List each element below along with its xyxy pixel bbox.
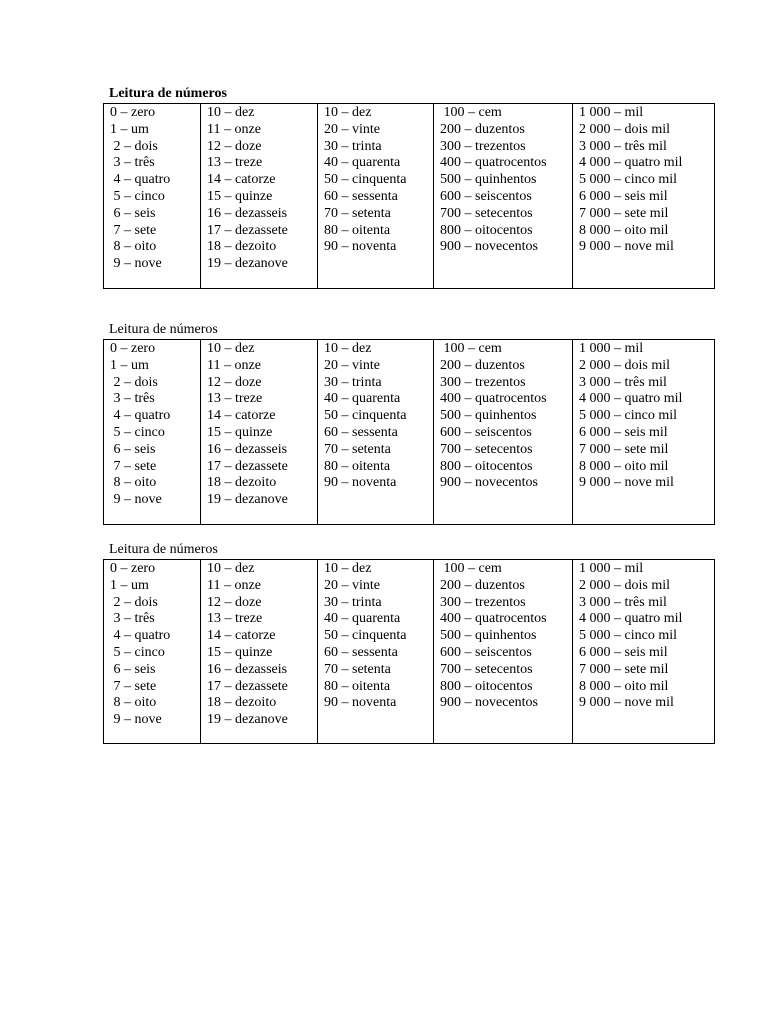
number-entry: 8 – oito [110,475,157,491]
teens-column [201,104,318,289]
number-entry: 50 – cinquenta [324,408,407,424]
units-column [104,340,201,525]
number-entry: 17 – dezassete [207,222,288,238]
number-entry: 12 – doze [207,138,262,154]
number-entry: 2 000 – dois mil [579,357,671,373]
number-entry: 15 – quinze [207,644,273,660]
number-entry: 500 – quinhentos [440,172,537,188]
number-entry: 400 – quatrocentos [440,391,547,407]
number-entry: 20 – vinte [324,357,380,373]
number-entry: 800 – oitocentos [440,678,533,694]
number-entry: 8 000 – oito mil [579,678,669,694]
number-entry: 10 – dez [324,105,372,120]
number-entry: 500 – quinhentos [440,408,537,424]
number-entry: 14 – catorze [207,408,276,424]
number-entry: 1 – um [110,121,149,137]
number-entry: 400 – quatrocentos [440,155,547,171]
number-entry: 600 – seiscentos [440,644,532,660]
number-entry: 17 – dezassete [207,458,288,474]
thousands-column [573,104,715,289]
hundreds-column [434,104,573,289]
number-entry: 6 – seis [110,441,156,457]
number-entry: 0 – zero [110,105,156,120]
number-entry: 3 – três [110,391,155,407]
number-entry: 13 – treze [207,611,263,627]
number-entry: 90 – noventa [324,695,397,711]
number-entry: 12 – doze [207,374,262,390]
number-entry: 16 – dezasseis [207,441,288,457]
number-entry: 10 – dez [324,341,372,356]
number-entry: 6 – seis [110,661,156,677]
number-entry: 4 000 – quatro mil [579,155,683,171]
number-entry: 9 000 – nove mil [579,239,674,255]
number-entry: 70 – setenta [324,441,391,457]
number-entry: 18 – dezoito [207,475,277,491]
number-entry: 1 000 – mil [579,561,644,576]
tens-column [318,104,434,289]
block-title: Leitura de números [109,322,218,337]
number-entry: 17 – dezassete [207,678,288,694]
number-entry: 30 – trinta [324,374,382,390]
number-entry: 50 – cinquenta [324,628,407,644]
number-entry: 90 – noventa [324,475,397,491]
thousands-column [573,340,715,525]
number-entry: 70 – setenta [324,661,391,677]
number-entry: 6 000 – seis mil [579,424,668,440]
number-entry: 5 – cinco [110,644,165,660]
block-title: Leitura de números [109,86,227,101]
number-entry: 8 000 – oito mil [579,458,669,474]
number-entry: 200 – duzentos [440,577,525,593]
number-entry: 1 000 – mil [579,341,644,356]
number-entry: 8 – oito [110,695,157,711]
number-entry: 5 – cinco [110,188,165,204]
number-entry: 0 – zero [110,341,156,356]
number-entry: 9 – nove [110,712,162,728]
number-entry: 5 000 – cinco mil [579,628,677,644]
tens-column [318,340,434,525]
number-entry: 3 – três [110,611,155,627]
number-entry: 7 000 – sete mil [579,441,669,457]
number-entry: 15 – quinze [207,188,273,204]
number-entry: 15 – quinze [207,424,273,440]
number-entry: 40 – quarenta [324,391,401,407]
number-entry: 90 – noventa [324,239,397,255]
hundreds-column [434,340,573,525]
number-entry: 5 000 – cinco mil [579,172,677,188]
number-entry: 20 – vinte [324,121,380,137]
number-entry: 2 – dois [110,374,158,390]
number-entry: 16 – dezasseis [207,661,288,677]
number-entry: 800 – oitocentos [440,458,533,474]
number-entry: 5 – cinco [110,424,165,440]
number-entry: 9 – nove [110,492,162,508]
number-entry: 80 – oitenta [324,222,391,238]
number-entry: 11 – onze [207,357,261,373]
number-entry: 3 – três [110,155,155,171]
number-entry: 40 – quarenta [324,155,401,171]
number-entry: 5 000 – cinco mil [579,408,677,424]
number-entry: 1 000 – mil [579,105,644,120]
number-entry: 9 – nove [110,256,162,272]
number-entry: 14 – catorze [207,172,276,188]
number-entry: 0 – zero [110,561,156,576]
number-table [103,559,715,744]
number-entry: 200 – duzentos [440,357,525,373]
number-entry: 70 – setenta [324,205,391,221]
number-entry: 6 – seis [110,205,156,221]
number-entry: 4 – quatro [110,628,171,644]
number-entry: 60 – sessenta [324,424,398,440]
number-entry: 900 – novecentos [440,475,538,491]
number-entry: 13 – treze [207,391,263,407]
number-entry: 4 000 – quatro mil [579,611,683,627]
number-entry: 100 – cem [440,341,502,356]
number-entry: 400 – quatrocentos [440,611,547,627]
number-entry: 1 – um [110,577,149,593]
number-entry: 9 000 – nove mil [579,475,674,491]
number-entry: 7 000 – sete mil [579,205,669,221]
hundreds-column [434,560,573,744]
number-entry: 700 – setecentos [440,441,533,457]
teens-column [201,560,318,744]
number-entry: 100 – cem [440,561,502,576]
number-entry: 900 – novecentos [440,695,538,711]
number-entry: 4 – quatro [110,408,171,424]
number-reading-block-1 [103,86,714,289]
number-entry: 600 – seiscentos [440,424,532,440]
number-entry: 14 – catorze [207,628,276,644]
number-entry: 50 – cinquenta [324,172,407,188]
number-entry: 2 000 – dois mil [579,121,671,137]
number-entry: 1 – um [110,357,149,373]
number-entry: 19 – dezanove [207,492,288,508]
number-reading-block-2 [103,322,714,525]
number-entry: 40 – quarenta [324,611,401,627]
number-entry: 300 – trezentos [440,138,526,154]
number-entry: 7 – sete [110,678,157,694]
number-entry: 80 – oitenta [324,458,391,474]
number-entry: 80 – oitenta [324,678,391,694]
number-entry: 100 – cem [440,105,502,120]
number-entry: 900 – novecentos [440,239,538,255]
number-entry: 9 000 – nove mil [579,695,674,711]
number-entry: 4 000 – quatro mil [579,391,683,407]
number-entry: 8 000 – oito mil [579,222,669,238]
number-entry: 500 – quinhentos [440,628,537,644]
number-entry: 13 – treze [207,155,263,171]
units-column [104,560,201,744]
number-reading-block-3 [103,542,714,744]
number-entry: 20 – vinte [324,577,380,593]
number-entry: 19 – dezanove [207,256,288,272]
number-entry: 60 – sessenta [324,188,398,204]
number-entry: 3 000 – três mil [579,374,667,390]
number-entry: 10 – dez [207,341,255,356]
number-entry: 2 000 – dois mil [579,577,671,593]
number-entry: 8 – oito [110,239,157,255]
number-entry: 7 000 – sete mil [579,661,669,677]
units-column [104,104,201,289]
number-entry: 60 – sessenta [324,644,398,660]
number-entry: 600 – seiscentos [440,188,532,204]
number-entry: 4 – quatro [110,172,171,188]
number-entry: 3 000 – três mil [579,138,667,154]
number-entry: 700 – setecentos [440,661,533,677]
block-title: Leitura de números [109,542,218,557]
number-entry: 30 – trinta [324,138,382,154]
number-entry: 18 – dezoito [207,239,277,255]
number-entry: 7 – sete [110,458,157,474]
number-entry: 10 – dez [207,105,255,120]
number-entry: 2 – dois [110,594,158,610]
number-entry: 300 – trezentos [440,594,526,610]
number-entry: 700 – setecentos [440,205,533,221]
number-entry: 16 – dezasseis [207,205,288,221]
number-entry: 200 – duzentos [440,121,525,137]
number-entry: 11 – onze [207,121,261,137]
number-entry: 10 – dez [207,561,255,576]
thousands-column [573,560,715,744]
number-entry: 800 – oitocentos [440,222,533,238]
number-entry: 10 – dez [324,561,372,576]
tens-column [318,560,434,744]
number-table [103,103,715,289]
number-entry: 3 000 – três mil [579,594,667,610]
number-entry: 30 – trinta [324,594,382,610]
number-entry: 11 – onze [207,577,261,593]
number-table [103,339,715,525]
number-entry: 300 – trezentos [440,374,526,390]
number-entry: 2 – dois [110,138,158,154]
teens-column [201,340,318,525]
number-entry: 6 000 – seis mil [579,644,668,660]
number-entry: 19 – dezanove [207,712,288,728]
number-entry: 7 – sete [110,222,157,238]
number-entry: 12 – doze [207,594,262,610]
number-entry: 18 – dezoito [207,695,277,711]
number-entry: 6 000 – seis mil [579,188,668,204]
